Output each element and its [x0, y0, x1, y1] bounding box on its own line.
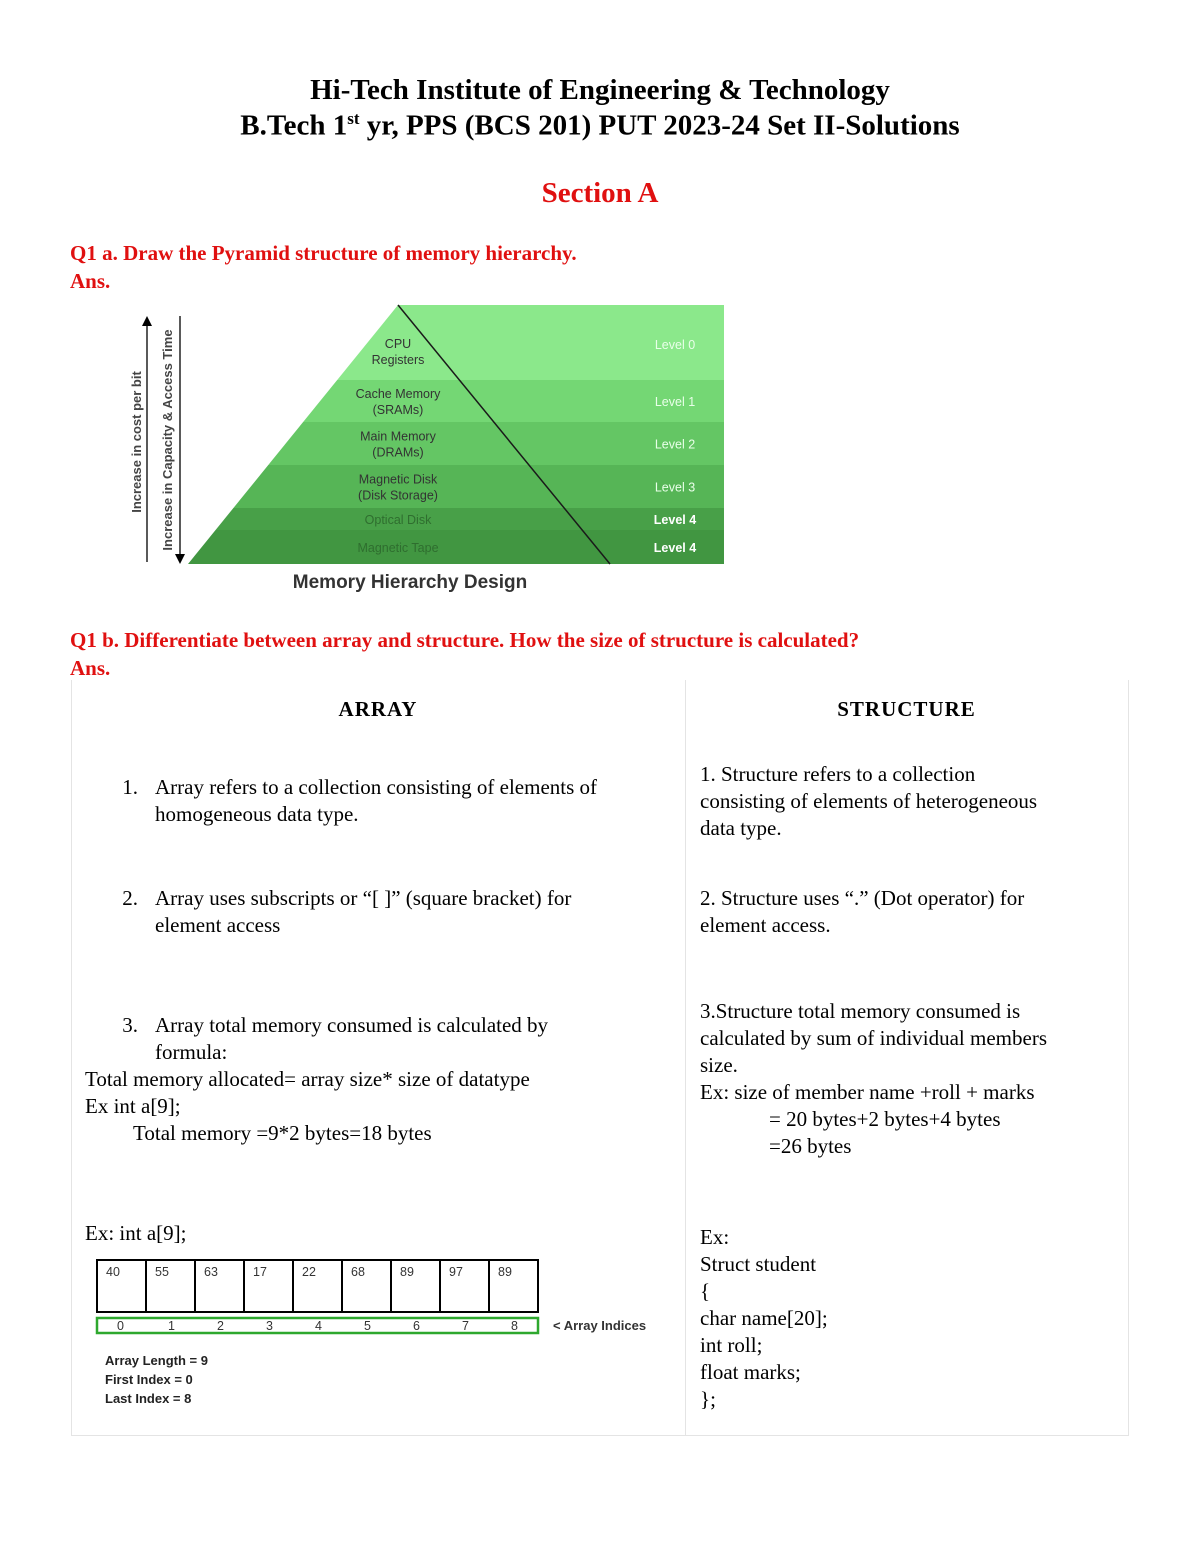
r1-array-line2: homogeneous data type. [155, 802, 359, 826]
memory-level-subname-1: (SRAMs) [372, 403, 424, 417]
r4-array-example: Ex: int a[9]; [85, 1221, 187, 1245]
course-title-post: yr, PPS (BCS 201) PUT 2023-24 Set II-Solutions [359, 109, 960, 142]
r2-array-line1: Array uses subscripts or “[ ]” (square bracket) for [155, 886, 572, 910]
array-indices-label: < Array Indices [553, 1318, 647, 1333]
array-index-7: 7 [462, 1319, 469, 1333]
r3-array-line5: Total memory =9*2 bytes=18 bytes [133, 1121, 432, 1145]
array-cell-value-0: 40 [106, 1265, 120, 1279]
course-title-sup: st [347, 109, 360, 128]
q1b-question: Q1 b. Differentiate between array and structure. How the size of structure is calculated? [70, 628, 860, 652]
r3-array-line1: Array total memory consumed is calculated by [155, 1013, 549, 1037]
array-cell-value-7: 97 [449, 1265, 463, 1279]
array-index-4: 4 [315, 1319, 322, 1333]
array-cell-value-8: 89 [498, 1265, 512, 1279]
struct-code-line-0: Ex: [700, 1225, 730, 1249]
r3-struct-line2: calculated by sum of individual members [700, 1026, 1047, 1050]
memory-level-band-3 [233, 465, 724, 508]
struct-code-line-5: float marks; [700, 1360, 801, 1384]
memory-hierarchy-figure [120, 300, 740, 600]
r3-struct-line6: =26 bytes [769, 1134, 852, 1158]
array-index-6: 6 [413, 1319, 420, 1333]
array-index-3: 3 [266, 1319, 273, 1333]
r3-array-line2: formula: [155, 1040, 228, 1064]
memory-level-name-2: Main Memory [360, 429, 436, 444]
r2-num: 2. [122, 886, 138, 910]
struct-code-line-4: int roll; [700, 1333, 763, 1357]
array-index-8: 8 [511, 1319, 518, 1333]
memory-level-name-1: Cache Memory [355, 387, 441, 401]
axis-cost-label: Increase in cost per bit [129, 371, 144, 513]
col-header-array: ARRAY [338, 697, 418, 721]
r2-struct-line2: element access. [700, 913, 831, 937]
memory-level-label-3: Level 3 [654, 480, 696, 495]
memory-hierarchy-title: Memory Hierarchy Design [292, 572, 528, 593]
memory-level-label-1: Level 1 [654, 395, 696, 409]
r3-num: 3. [122, 1013, 138, 1037]
institute-title: Hi-Tech Institute of Engineering & Technology [310, 74, 890, 106]
memory-level-subname-2: (DRAMs) [372, 445, 424, 460]
array-length-label: Array Length = 9 [105, 1353, 208, 1368]
memory-level-label-2: Level 2 [654, 437, 696, 452]
memory-level-band-4 [216, 508, 724, 530]
struct-code-line-3: char name[20]; [700, 1306, 828, 1330]
memory-level-label-0: Level 0 [654, 338, 696, 352]
array-last-index-label: Last Index = 8 [105, 1391, 192, 1406]
r3-struct-line1: 3.Structure total memory consumed is [700, 999, 1021, 1023]
array-cell-value-5: 68 [351, 1265, 365, 1279]
memory-level-subname-3: (Disk Storage) [358, 488, 438, 503]
q1b-ans: Ans. [70, 656, 111, 680]
memory-level-name-0: CPU [384, 337, 412, 351]
array-figure [90, 1250, 680, 1415]
memory-level-label-4: Level 4 [653, 513, 697, 527]
array-cell-value-1: 55 [155, 1265, 169, 1279]
array-cell-value-2: 63 [204, 1265, 218, 1279]
struct-code-block [700, 1224, 828, 1413]
memory-level-subname-0: Registers [371, 353, 425, 367]
memory-level-label-5: Level 4 [653, 541, 697, 555]
course-title-pre: B.Tech 1 [240, 109, 348, 142]
array-index-1: 1 [168, 1319, 175, 1333]
r2-array-line2: element access [155, 913, 281, 937]
r3-array-line3: Total memory allocated= array size* size of datatype [85, 1067, 530, 1091]
course-title [0, 109, 1200, 143]
r3-struct-line3: size. [700, 1053, 738, 1077]
array-first-index-label: First Index = 0 [105, 1372, 193, 1387]
array-cell-value-6: 89 [400, 1265, 414, 1279]
col-header-structure: STRUCTURE [837, 697, 976, 721]
r1-struct-line1: 1. Structure refers to a collection [700, 762, 976, 786]
r3-struct-line5: = 20 bytes+2 bytes+4 bytes [769, 1107, 1001, 1131]
array-index-2: 2 [217, 1319, 224, 1333]
memory-level-name-5: Magnetic Tape [357, 541, 439, 555]
r3-struct-line4: Ex: size of member name +roll + marks [700, 1080, 1035, 1104]
axis-capacity-label: Increase in Capacity & Access Time [160, 329, 175, 551]
r1-struct-line2: consisting of elements of heterogeneous [700, 789, 1038, 813]
array-index-5: 5 [364, 1319, 371, 1333]
struct-code-line-2: { [700, 1279, 711, 1303]
q1a-question: Q1 a. Draw the Pyramid structure of memory hierarchy. [70, 241, 577, 265]
array-cell-value-4: 22 [302, 1265, 316, 1279]
array-cell-value-3: 17 [253, 1265, 267, 1279]
struct-code-line-1: Struct student [700, 1252, 817, 1276]
table-row-3 [0, 1012, 685, 1152]
axis-cost-arrowhead [142, 316, 152, 326]
memory-level-band-5 [188, 530, 724, 564]
axis-capacity-arrowhead [175, 554, 185, 564]
section-title: Section A [541, 177, 659, 209]
q1a-ans: Ans. [70, 269, 111, 293]
struct-code-line-6: }; [700, 1387, 716, 1411]
r1-num: 1. [122, 775, 138, 799]
table-border-bottom [71, 1435, 1129, 1436]
memory-level-name-3: Magnetic Disk [358, 472, 438, 487]
array-index-0: 0 [117, 1319, 124, 1333]
memory-level-name-4: Optical Disk [364, 513, 432, 527]
r2-struct-line1: 2. Structure uses “.” (Dot operator) for [700, 886, 1025, 910]
r1-struct-line3: data type. [700, 816, 782, 840]
r3-array-line4: Ex int a[9]; [85, 1094, 181, 1118]
r1-array-line1: Array refers to a collection consisting of elements of [155, 775, 598, 799]
